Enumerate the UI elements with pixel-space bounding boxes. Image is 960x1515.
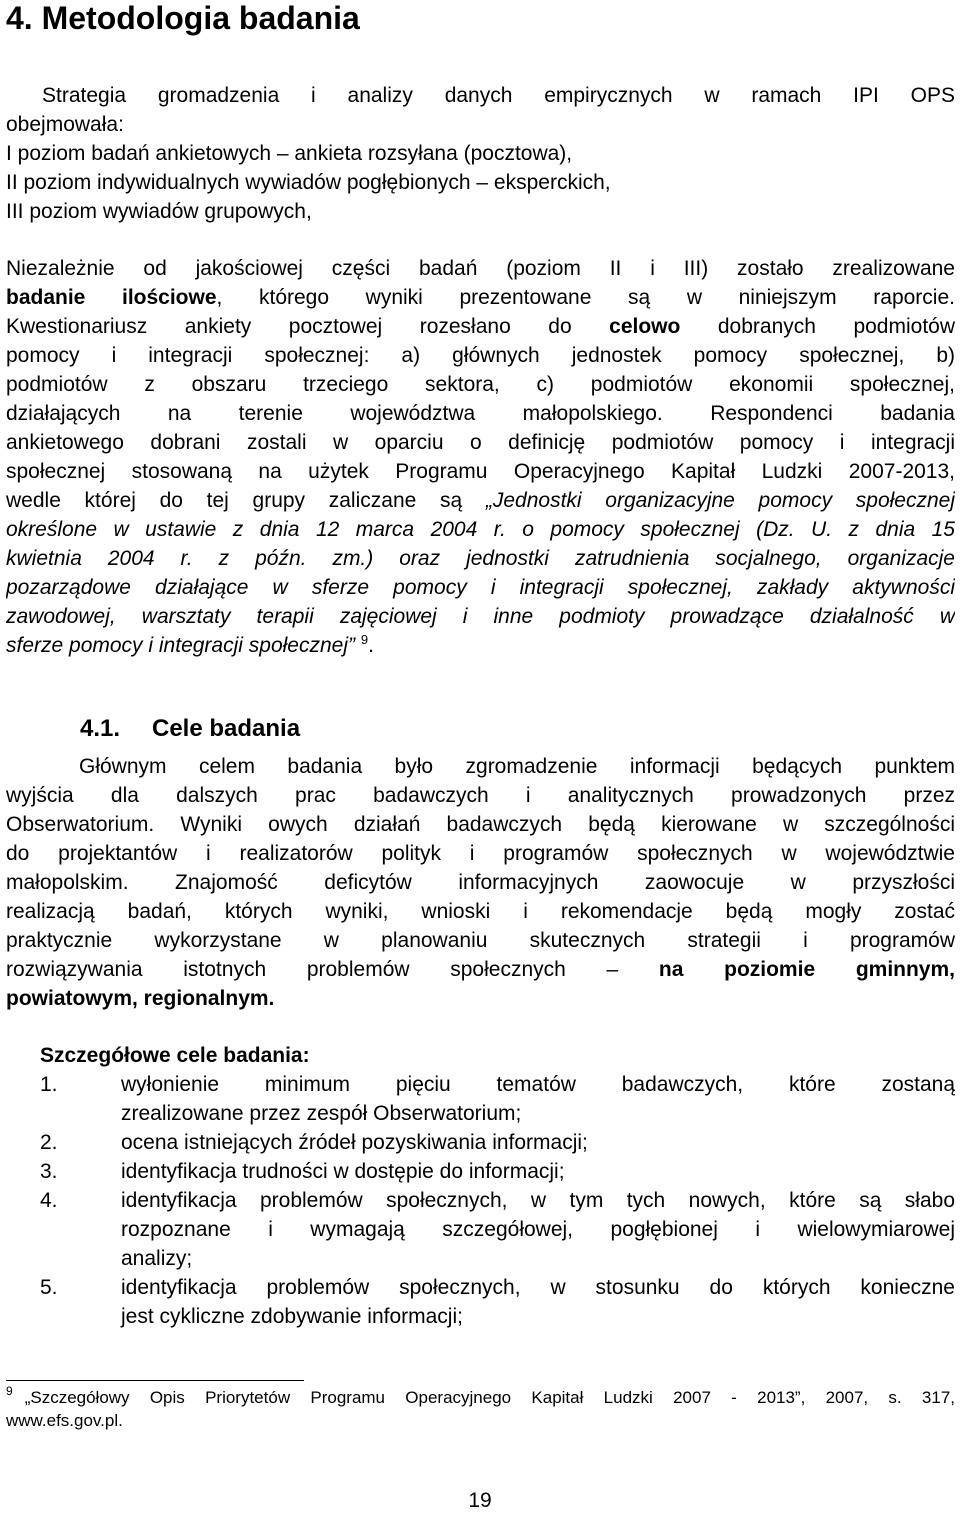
section-title: Cele badania [152, 715, 301, 742]
footnote-number: 9 [6, 1386, 13, 1398]
goals-line-3: Obserwatorium. Wyniki owych działań badawczych będą kierowane w szczególności [6, 813, 955, 836]
goals-line-6: realizacją badań, których wyniki, wnioski i rekomendacje będą mogły zostać [6, 900, 955, 923]
footnote-ref[interactable]: 9 [360, 632, 369, 647]
intro-paragraph [6, 81, 955, 226]
list-item: 5. identyfikacja problemów społecznych, w stosunku do których konieczne jest cykliczne zdobywanie informacji; [40, 1276, 955, 1328]
detailed-goals-heading: Szczegółowe cele badania: [40, 1044, 310, 1067]
method-line-4: pomocy i integracji społecznej: a) głównych jednostek pomocy społecznej, b) [6, 344, 955, 367]
method-line-10: określone w ustawie z dnia 12 marca 2004 r. o pomocy społecznej (Dz. U. z dnia 15 [6, 518, 955, 541]
page-number: 19 [468, 1489, 492, 1512]
footnote [6, 1386, 955, 1432]
section-number: 4.1. [80, 715, 121, 742]
method-line-3: Kwestionariusz ankiety pocztowej rozesłano do celowo dobranych podmiotów [6, 315, 955, 338]
method-line-1: Niezależnie od jakościowej części badań (poziom II i III) zostało zrealizowane [6, 257, 955, 280]
detailed-goals [40, 1041, 955, 1331]
goals-paragraph [6, 752, 955, 1013]
list-item: 3. identyfikacja trudności w dostępie do informacji; [40, 1160, 565, 1183]
list-item: 4. identyfikacja problemów społecznych, w tym tych nowych, które są słabo rozpoznane i wymagają szczegółowej, pogłębionej i wielowymiarowej analizy; [40, 1189, 955, 1270]
intro-line-5: III poziom wywiadów grupowych, [6, 200, 312, 223]
method-line-8: społecznej stosowaną na użytek Programu Operacyjnego Kapitał Ludzki 2007-2013, [6, 460, 955, 483]
section-heading [80, 713, 300, 745]
method-line-12: pozarządowe działające w sferze pomocy i integracji społecznej, zakłady aktywności [6, 576, 955, 599]
method-line-2: badanie ilościowe, którego wyniki prezentowane są w niniejszym raporcie. [6, 286, 955, 309]
method-line-11: kwietnia 2004 r. z późn. zm.) oraz jednostki zatrudnienia socjalnego, organizacje [6, 547, 955, 570]
intro-line-1: Strategia gromadzenia i analizy danych empirycznych w ramach IPI OPS [42, 84, 955, 107]
method-line-6: działających na terenie województwa małopolskiego. Respondenci badania [6, 402, 955, 425]
method-line-13: zawodowej, warsztaty terapii zajęciowej i inne podmioty prowadzące działalność w [6, 605, 955, 628]
goals-line-1: Głównym celem badania było zgromadzenie informacji będących punktem [79, 755, 955, 778]
footnote-separator [6, 1380, 304, 1381]
method-line-9: wedle której do tej grupy zaliczane są „Jednostki organizacyjne pomocy społecznej [6, 489, 955, 512]
method-line-5: podmiotów z obszaru trzeciego sektora, c) podmiotów ekonomii społecznej, [6, 373, 955, 396]
method-line-7: ankietowego dobrani zostali w oparciu o definicję podmiotów pomocy i integracji [6, 431, 955, 454]
goals-line-8: rozwiązywania istotnych problemów społecznych – na poziomie gminnym, [6, 958, 955, 981]
goals-line-2: wyjścia dla dalszych prac badawczych i analitycznych prowadzonych przez [6, 784, 955, 807]
goals-line-5: małopolskim. Znajomość deficytów informacyjnych zaowocuje w przyszłości [6, 871, 955, 894]
goals-line-7: praktycznie wykorzystane w planowaniu skutecznych strategii i programów [6, 929, 955, 952]
intro-line-3: I poziom badań ankietowych – ankieta rozsyłana (pocztowa), [6, 142, 573, 165]
goals-line-9: powiatowym, regionalnym. [6, 987, 275, 1010]
footnote-link[interactable]: www.efs.gov.pl. [6, 1411, 123, 1430]
chapter-heading: 4. Metodologia badania [6, 0, 360, 36]
list-item: 2. ocena istniejących źródeł pozyskiwania informacji; [40, 1131, 588, 1154]
list-item: 1. wyłonienie minimum pięciu tematów badawczych, które zostaną zrealizowane przez zespół Obserwatorium; [40, 1073, 955, 1125]
footnote-line-1: $^9$ „Szczegółowy Opis Priorytetów Programu Operacyjnego Kapitał Ludzki 2007 - 2013”, 2007, s. 317, [6, 1386, 955, 1407]
quantitative-study-term: badanie ilościowe [6, 286, 217, 309]
method-line-14: sferze pomocy i integracji społecznej” $^9$. [6, 632, 374, 657]
method-paragraph [6, 254, 955, 660]
intro-line-2: obejmowała: [6, 113, 124, 136]
intro-line-4: II poziom indywidualnych wywiadów pogłębionych – eksperckich, [6, 171, 611, 194]
goals-line-4: do projektantów i realizatorów polityk i programów społecznych w województwie [6, 842, 955, 865]
